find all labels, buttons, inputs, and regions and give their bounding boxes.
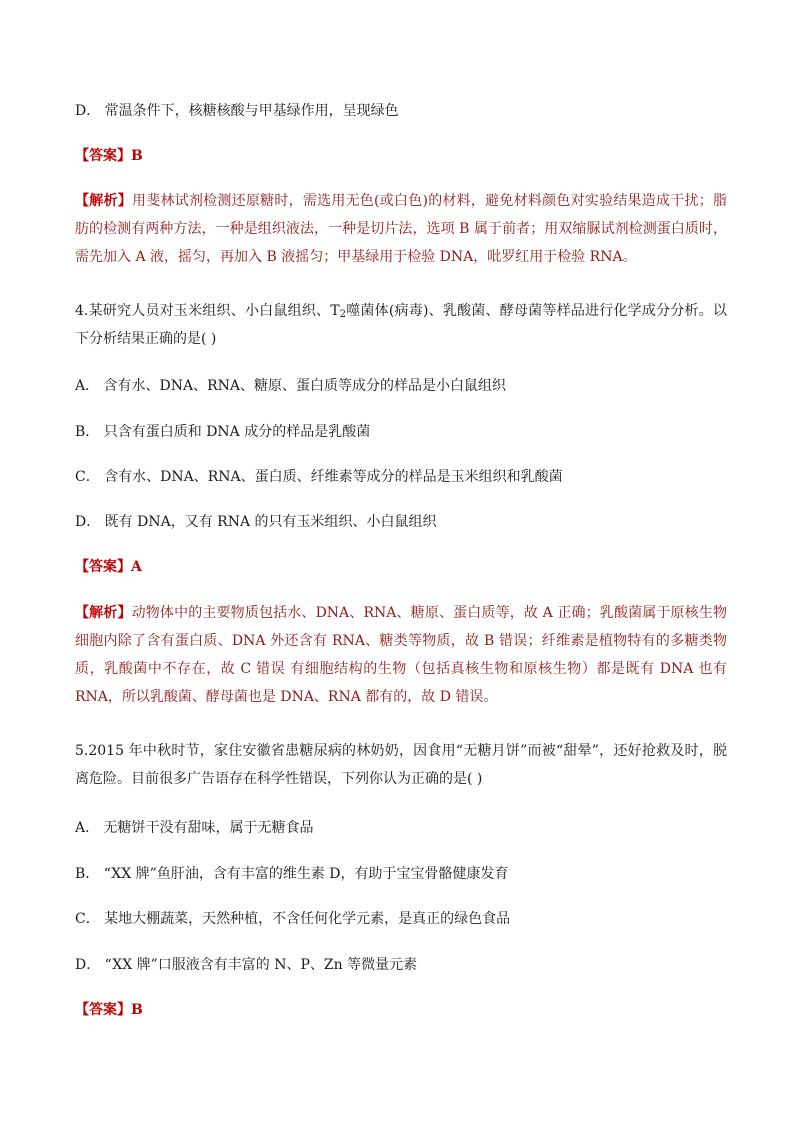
q4-stem-part2: 噬菌体(病毒)、乳酸菌、酵母菌等样品进行化学成分分析。以下分析结果正确的是( ) [75, 303, 727, 347]
q3-option-d: D． 常温条件下，核糖核酸与甲基绿作用，呈现绿色 [75, 103, 399, 119]
q4-stem [75, 297, 727, 353]
q5-stem: 5.2015 年中秋时节，家住安徽省患糖尿病的林奶奶，因食用“无糖月饼”而被“甜晕”，还好抢救及时，脱离危险。目前很多广告语存在科学性错误，下列你认为正确的是( ) [75, 743, 727, 787]
q5-option-d: D． “XX 牌”口服液含有丰富的 N、P、Zn 等微量元素 [75, 957, 418, 973]
q4-answer [75, 557, 142, 577]
q5-answer [75, 1000, 143, 1020]
q4-option-c: C． 含有水、DNA、RNA、蛋白质、纤维素等成分的样品是玉米组织和乳酸菌 [75, 469, 563, 485]
q4-option-d: D． 既有 DNA，又有 RNA 的只有玉米组织、小白鼠组织 [75, 514, 437, 530]
answer-tag: 【答案】 [75, 148, 131, 164]
q5-option-a: A． 无糖饼干没有甜味，属于无糖食品 [75, 820, 314, 836]
q4-option-a: A． 含有水、DNA、RNA、糖原、蛋白质等成分的样品是小白鼠组织 [75, 378, 507, 394]
q4-stem-part1: 4.某研究人员对玉米组织、小白鼠组织、T [75, 303, 340, 319]
answer-value: A [131, 559, 142, 575]
answer-tag: 【答案】 [75, 1002, 131, 1018]
answer-tag: 【答案】 [75, 559, 131, 575]
answer-value: B [131, 148, 143, 164]
q3-answer [75, 146, 143, 166]
answer-value: B [131, 1002, 143, 1018]
q3-analysis [75, 187, 727, 271]
analysis-text: 动物体中的主要物质包括水、DNA、RNA、糖原、蛋白质等，故 A 正确；乳酸菌属于原核生物细胞内除了含有蛋白质、DNA 外还含有 RNA、糖类等物质，故 B 错误；纤维素是植物特有的多糖类物质，乳酸菌中不存在，故 C 错误 有细胞结构的生物（包括真核生物和原核生物）都是既有 DNA 也有 RNA，所以乳酸菌、酵母菌也是 DNA、RNA 都有的，故 D 错误。 [75, 605, 727, 705]
q4-analysis [75, 599, 727, 711]
q5-option-c: C． 某地大棚蔬菜，天然种植，不含任何化学元素，是真正的绿色食品 [75, 911, 511, 927]
analysis-tag: 【解析】 [75, 605, 132, 621]
q4-stem-subscript: 2 [339, 309, 346, 320]
q4-option-b: B． 只含有蛋白质和 DNA 成分的样品是乳酸菌 [75, 424, 371, 440]
analysis-text: 用斐林试剂检测还原糖时，需选用无色(或白色)的材料，避免材料颜色对实验结果造成干扰；脂肪的检测有两种方法，一种是组织液法，一种是切片法，选项 B 属于前者；用双缩脲试剂检测蛋白质时，需先加入 A 液，摇匀，再加入 B 液摇匀；甲基绿用于检验 DNA，吡罗红用于检验 RNA。 [75, 193, 728, 265]
analysis-tag: 【解析】 [75, 193, 132, 209]
q5-option-b: B． “XX 牌”鱼肝油，含有丰富的维生素 D，有助于宝宝骨骼健康发育 [75, 866, 509, 882]
